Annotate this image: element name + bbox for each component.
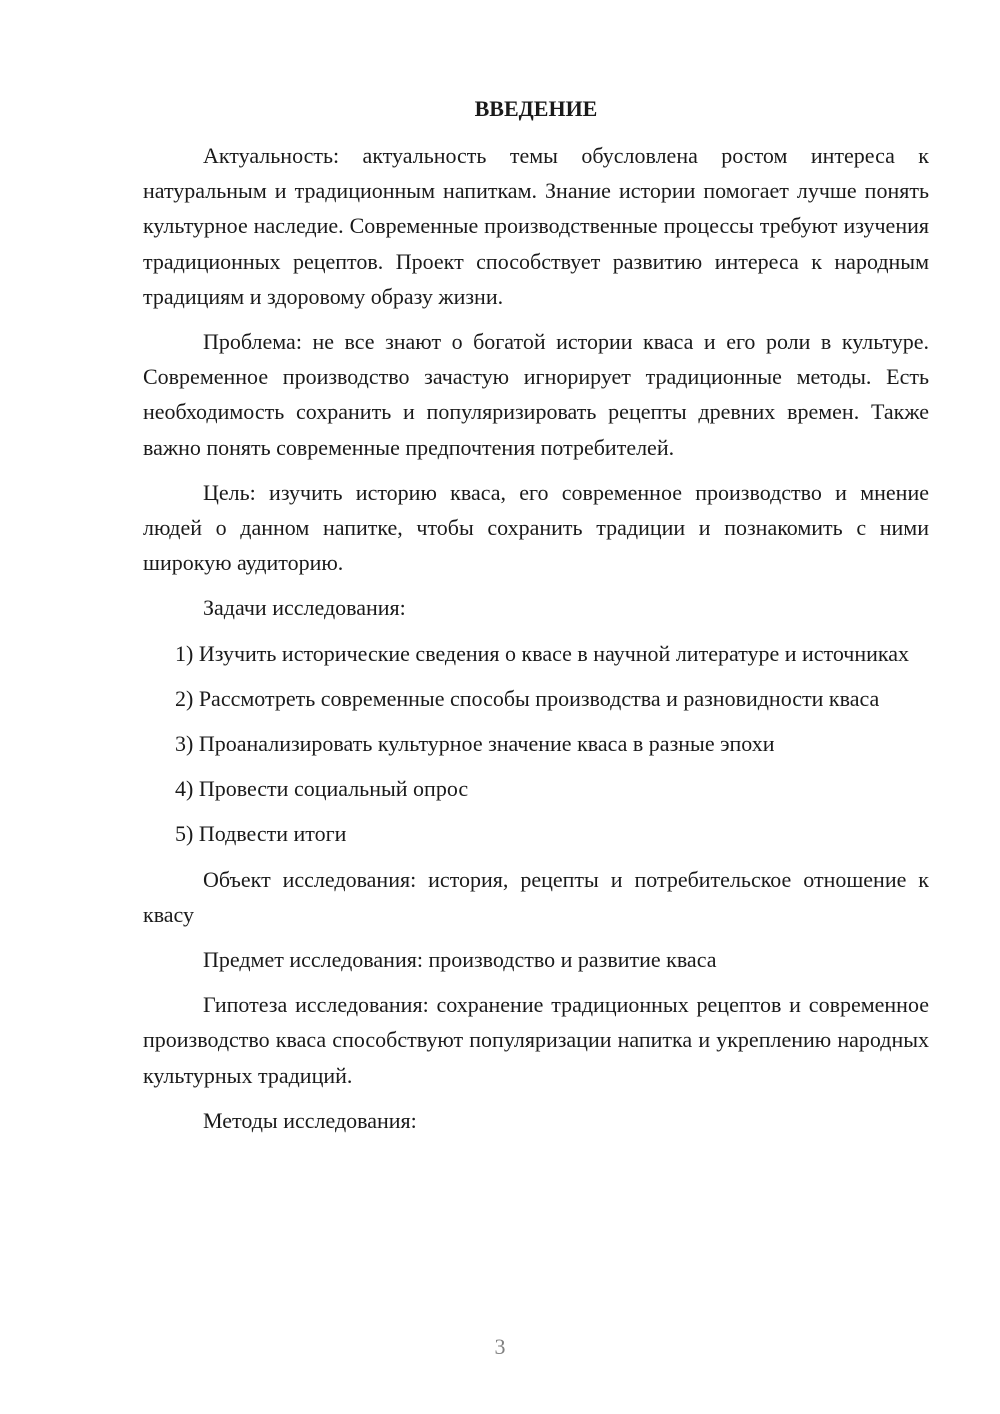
relevance-paragraph: Актуальность: актуальность темы обусловлена ростом интереса к натуральным и традиционным напиткам. Знание истории помогает лучше понять культурное наследие. Современные производственные процессы требуют изучения традиционных рецептов. Проект способствует развитию интереса к народным традициям и здоровому образу жизни.	[143, 143, 929, 309]
document-page	[143, 92, 929, 1148]
subject-paragraph: Предмет исследования: производство и развитие кваса	[203, 947, 717, 973]
problem-paragraph: Проблема: не все знают о богатой истории кваса и его роли в культуре. Современное производство зачастую игнорирует традиционные методы. Есть необходимость сохранить и популяризировать рецепты древних времен. Также важно понять современные предпочтения потребителей.	[143, 329, 929, 460]
object-paragraph: Объект исследования: история, рецепты и потребительское отношение к квасу	[143, 866, 929, 927]
tasks-title: Задачи исследования:	[203, 595, 406, 621]
methods-title: Методы исследования:	[203, 1107, 417, 1133]
task-item: 5) Подвести итоги	[175, 821, 347, 847]
task-item: 1) Изучить исторические сведения о квасе в научной литературе и источниках	[175, 640, 910, 666]
hypothesis-paragraph: Гипотеза исследования: сохранение традиционных рецептов и современное производство кваса способствуют популяризации напитка и укреплению народных культурных традиций.	[143, 992, 929, 1088]
page-title: ВВЕДЕНИЕ	[474, 96, 598, 121]
task-item: 3) Проанализировать культурное значение кваса в разные эпохи	[175, 731, 775, 757]
page-number: 3	[494, 1334, 506, 1359]
goal-paragraph: Цель: изучить историю кваса, его современное производство и мнение людей о данном напитке, чтобы сохранить традиции и познакомить с ними широкую аудиторию.	[143, 479, 929, 576]
task-item: 4) Провести социальный опрос	[175, 776, 469, 802]
task-item: 2) Рассмотреть современные способы производства и разновидности кваса	[175, 685, 880, 711]
